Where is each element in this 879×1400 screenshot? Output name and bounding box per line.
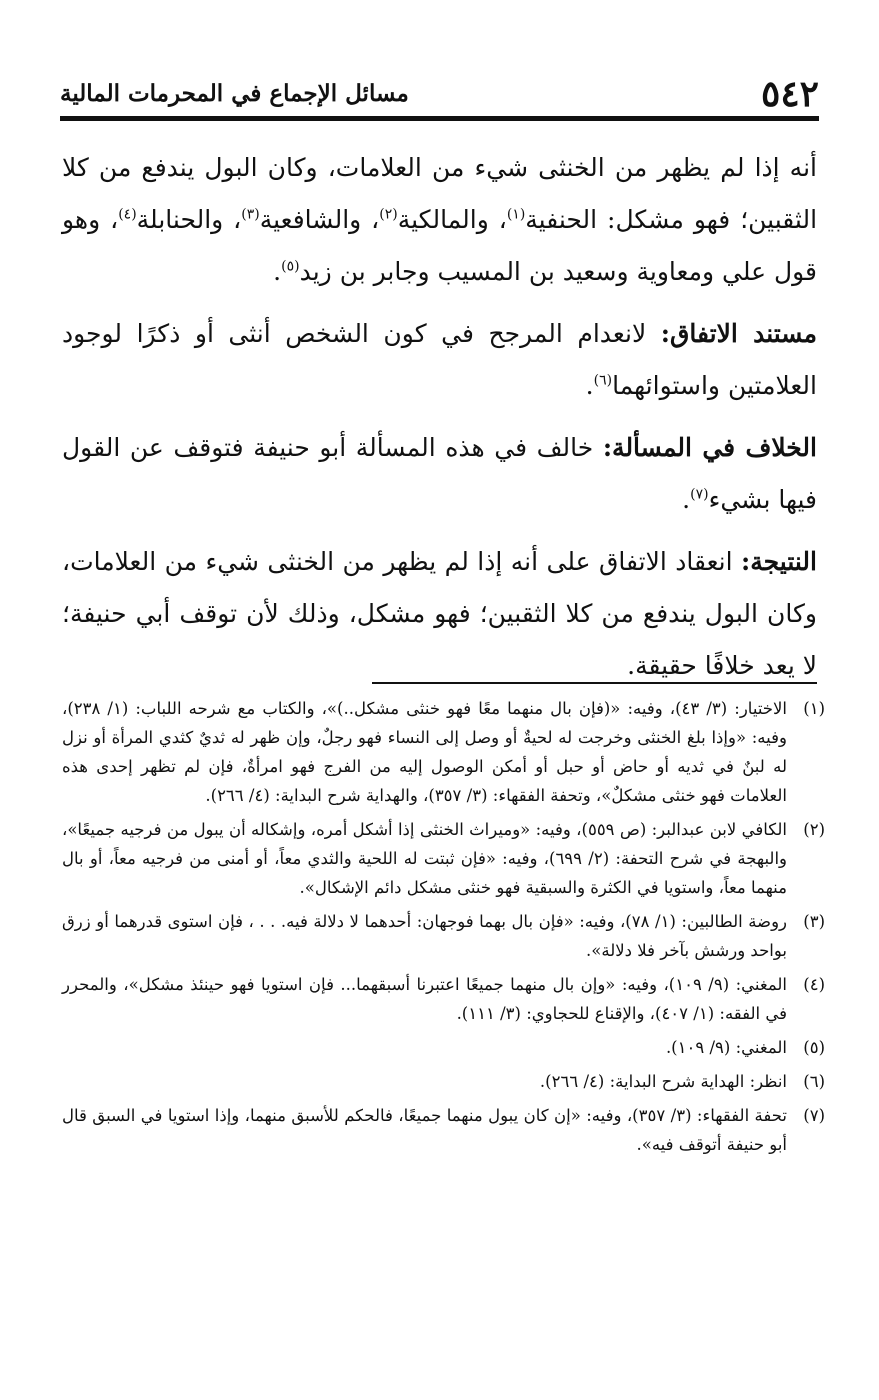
running-title: مسائل الإجماع في المحرمات المالية xyxy=(60,80,409,108)
text-span: أنه إذا لم يظهر من الخنثى شيء من العلامات، وكان البول يندفع من كلا الثقبين؛ فهو مشكل: الحنفية xyxy=(62,153,818,234)
paragraph-heading: مستند الاتفاق: xyxy=(660,319,817,348)
footnotes xyxy=(62,694,825,1164)
text-span: ، والشافعية xyxy=(259,205,380,234)
paragraph-ruling xyxy=(62,142,817,298)
footnote-text: الاختيار: (٣/ ٤٣)، وفيه: «(فإن بال منهما معًا فهو خنثى مشكل..)»، والكتاب مع شرحه اللباب: (١/ ٢٣٨)، وفيه: «وإذا بلغ الخنثى وخرجت له لحيةٌ أو وصل إلى النساء فهو رجلٌ، وإن ظهر له ثديٌ كثدي المرأة أو نزل له لبنٌ في ثديه أو حاض أو حبل أو أمكن الوصول إليه من الفرج فهو امرأةٌ، فإن لم تظهر إحدى هذه العلامات فهو خنثى مشكلٌ»، وتحفة الفقهاء: (٣/ ٣٥٧)، والهداية شرح البداية: (٤/ ٢٦٦). xyxy=(62,699,787,805)
footnote-text: الكافي لابن عبدالبر: (ص ٥٥٩)، وفيه: «وميراث الخنثى إذا أشكل أمره، وإشكاله أن يبول من فرجيه جميعًا»، والبهجة في شرح التحفة: (٢/ ٦٩٩)، وفيه: «فإن ثبتت له اللحية والثدي معاً، أو أمنى من فرجيه معاً، أو بال منهما معاً، واستويا في الكثرة والسبقية فهو خنثى مشكل دائم الإشكال». xyxy=(62,820,788,897)
text-span: انعقاد الاتفاق على أنه إذا لم يظهر من الخنثى شيء من العلامات، وكان البول يندفع من كلا الثقبين؛ فهو مشكل، وذلك لأن توقف أبي حنيفة؛ لا يعد خلافًا حقيقة. xyxy=(62,547,817,680)
footnote-number: (٧) xyxy=(803,1106,825,1125)
footnote-ref: (٧) xyxy=(690,486,709,503)
footnote-ref: (٥) xyxy=(281,258,300,275)
paragraph-heading: الخلاف في المسألة: xyxy=(602,433,817,462)
paragraph-result xyxy=(62,536,817,692)
text-span: ، وهو قول علي ومعاوية وسعيد بن المسيب وجابر بن زيد xyxy=(62,205,817,286)
header-rule xyxy=(60,116,819,121)
text-span: . xyxy=(273,257,282,286)
footnote-text: تحفة الفقهاء: (٣/ ٣٥٧)، وفيه: «إن كان يبول منهما جميعًا، فالحكم للأسبق منهما، وإذا استويا في السبق قال أبو حنيفة أتوقف فيه». xyxy=(62,1106,787,1154)
footnote xyxy=(62,694,825,810)
footnote-text: المغني: (٩/ ١٠٩)، وفيه: «وإن بال منهما جميعًا اعتبرنا أسبقهما... فإن استويا فهو حينئذ مشكل»، والمحرر في الفقه: (١/ ٤٠٧)، والإقناع للحجاوي: (٣/ ١١١). xyxy=(62,975,787,1023)
footnote-text: روضة الطالبين: (١/ ٧٨)، وفيه: «فإن بال بهما فوجهان: أحدهما لا دلالة فيه. . . ، فإن استوى قدرهما أو زرق بواحد ورشش بآخر فلا دلالة». xyxy=(62,912,788,960)
footnote-text: المغني: (٩/ ١٠٩). xyxy=(665,1038,787,1057)
footnote xyxy=(62,1101,825,1159)
main-text xyxy=(62,142,817,702)
text-span: . xyxy=(585,371,594,400)
text-span: ، والمالكية xyxy=(397,205,507,234)
footnote xyxy=(62,970,825,1028)
footnote-text: انظر: الهداية شرح البداية: (٤/ ٢٦٦). xyxy=(539,1072,787,1091)
paragraph-dispute xyxy=(62,422,817,526)
text-span: خالف في هذه المسألة أبو حنيفة فتوقف عن القول فيها بشيء xyxy=(62,433,817,514)
footnote-number: (٦) xyxy=(803,1072,825,1091)
paragraph-basis xyxy=(62,308,817,412)
footnote-ref: (١) xyxy=(506,206,526,223)
text-span: لانعدام المرجح في كون الشخص أنثى أو ذكرًا لوجود العلامتين واستوائهما xyxy=(62,319,817,400)
footnote xyxy=(62,1067,825,1096)
footnote-ref: (٤) xyxy=(118,206,137,223)
footnote-number: (٢) xyxy=(803,820,825,839)
footnote-ref: (٣) xyxy=(241,206,260,223)
footnote xyxy=(62,1033,825,1062)
footnote-separator xyxy=(372,682,817,684)
text-span: . xyxy=(682,485,691,514)
page-number: ٥٤٢ xyxy=(760,73,819,115)
footnote-number: (١) xyxy=(803,699,825,718)
text-span: ، والحنابلة xyxy=(136,205,242,234)
footnote-number: (٤) xyxy=(803,975,825,994)
footnote xyxy=(62,815,825,902)
footnote-number: (٣) xyxy=(803,912,825,931)
paragraph-heading: النتيجة: xyxy=(741,547,817,576)
footnote-ref: (٦) xyxy=(593,372,613,389)
footnote-ref: (٢) xyxy=(379,206,398,223)
footnote-number: (٥) xyxy=(803,1038,825,1057)
page-header xyxy=(60,62,819,115)
footnote xyxy=(62,907,825,965)
